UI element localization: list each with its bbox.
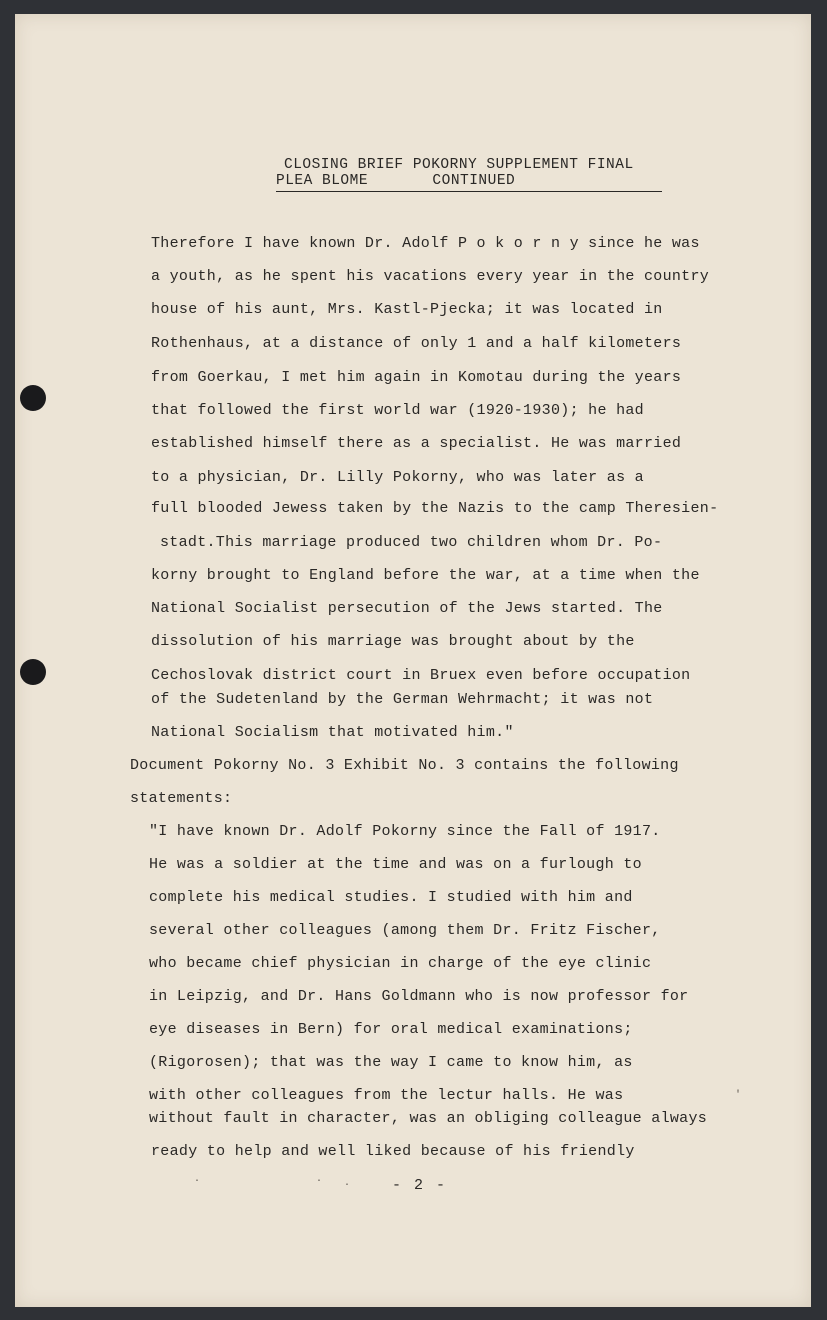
body-line: statements: [130,790,233,807]
body-line: stadt.This marriage produced two children whom Dr. Po- [160,534,663,551]
body-line: complete his medical studies. I studied with him and [149,889,633,906]
binder-hole [20,659,46,685]
body-line: eye diseases in Bern) for oral medical examinations; [149,1021,633,1038]
paper-speck: · [344,1180,351,1191]
body-line: house of his aunt, Mrs. Kastl-Pjecka; it was located in [151,301,663,318]
body-line: of the Sudetenland by the German Wehrmacht; it was not [151,691,654,708]
body-line: National Socialism that motivated him." [151,724,514,741]
header-line-1: CLOSING BRIEF POKORNY SUPPLEMENT FINAL [284,157,634,173]
page-number: - 2 - [392,1177,448,1194]
body-line: in Leipzig, and Dr. Hans Goldmann who is now professor for [149,988,689,1005]
body-line: ready to help and well liked because of his friendly [151,1143,635,1160]
body-line: "I have known Dr. Adolf Pokorny since the Fall of 1917. [149,823,661,840]
body-line: Cechoslovak district court in Bruex even before occupation [151,667,691,684]
paper-speck: · [316,1176,323,1187]
body-line: (Rigorosen); that was the way I came to know him, as [149,1054,633,1071]
body-line: Therefore I have known Dr. Adolf P o k o r n y since he was [151,235,700,252]
body-line: Rothenhaus, at a distance of only 1 and a half kilometers [151,335,682,352]
binder-hole [20,385,46,411]
body-line: who became chief physician in charge of the eye clinic [149,955,652,972]
body-line: He was a soldier at the time and was on a furlough to [149,856,642,873]
body-line: with other colleagues from the lectur halls. He was [149,1087,624,1104]
body-line: Document Pokorny No. 3 Exhibit No. 3 contains the following [130,757,679,774]
body-line: without fault in character, was an obliging colleague always [149,1110,708,1127]
body-line: that followed the first world war (1920-1930); he had [151,402,644,419]
paper-speck: · [194,1176,201,1187]
body-line: to a physician, Dr. Lilly Pokorny, who was later as a [151,469,644,486]
body-line: korny brought to England before the war, at a time when the [151,567,700,584]
body-line: several other colleagues (among them Dr. Fritz Fischer, [149,922,661,939]
paper-speck: ' [735,1090,742,1101]
body-line: dissolution of his marriage was brought about by the [151,633,635,650]
body-line: from Goerkau, I met him again in Komotau during the years [151,369,682,386]
header-line-2: PLEA BLOME CONTINUED [276,172,662,192]
body-line: full blooded Jewess taken by the Nazis to the camp Theresien- [151,500,719,517]
body-line: a youth, as he spent his vacations every year in the country [151,268,710,285]
body-line: established himself there as a specialist. He was married [151,435,682,452]
body-line: National Socialist persecution of the Jews started. The [151,600,663,617]
